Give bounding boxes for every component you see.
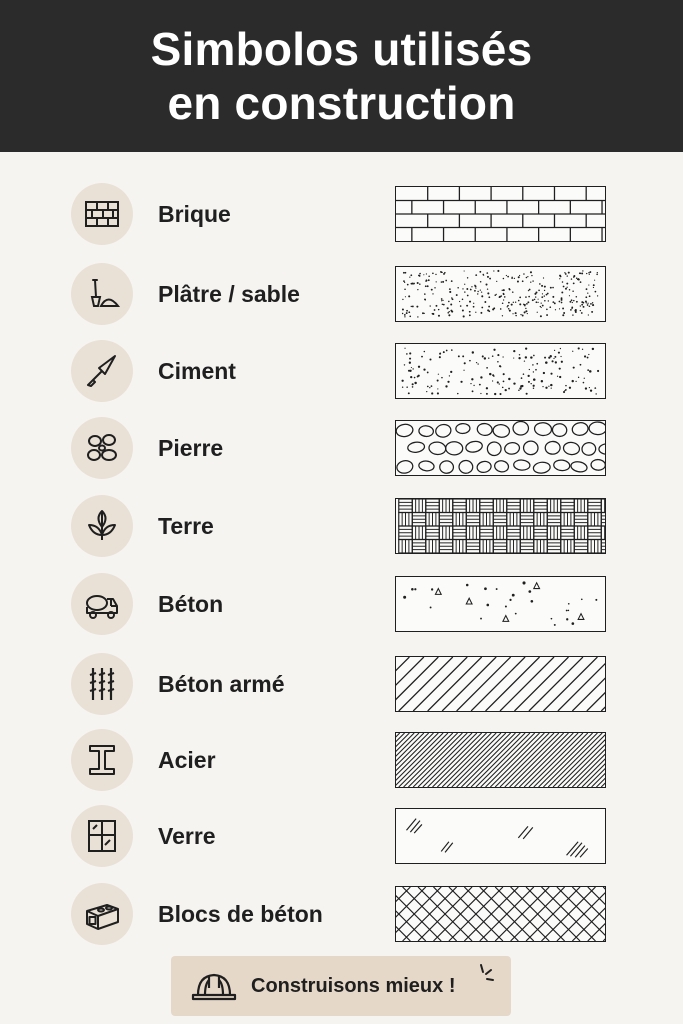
i-beam-icon bbox=[71, 729, 133, 791]
steel-pattern-swatch bbox=[395, 732, 606, 788]
material-label: Terre bbox=[158, 513, 214, 539]
material-label: Pierre bbox=[158, 435, 224, 461]
reinforced-concrete-pattern-swatch bbox=[395, 656, 606, 712]
concrete-block-pattern-swatch bbox=[395, 886, 606, 942]
material-row-ciment bbox=[0, 340, 683, 402]
concrete-mixer-icon bbox=[71, 573, 133, 635]
sparkle-icon bbox=[471, 962, 501, 990]
earth-pattern-swatch bbox=[395, 498, 606, 554]
material-label: Ciment bbox=[158, 358, 236, 384]
hard-hat-icon bbox=[189, 964, 239, 1008]
footer-banner bbox=[171, 956, 511, 1016]
rebar-icon bbox=[71, 653, 133, 715]
material-label: Blocs de béton bbox=[158, 901, 323, 927]
window-icon bbox=[71, 805, 133, 867]
material-label: Brique bbox=[158, 201, 231, 227]
material-row-blocs-de-beton bbox=[0, 883, 683, 945]
material-row-pierre bbox=[0, 417, 683, 479]
material-row-platre-sable bbox=[0, 263, 683, 325]
material-row-acier bbox=[0, 729, 683, 791]
stone-pattern-swatch bbox=[395, 420, 606, 476]
page-title-line-2: en construction bbox=[167, 77, 516, 129]
material-label: Béton bbox=[158, 591, 224, 617]
trowel-icon bbox=[71, 340, 133, 402]
stones-icon bbox=[71, 417, 133, 479]
material-label: Béton armé bbox=[158, 671, 285, 697]
footer-text: Construisons mieux ! bbox=[251, 975, 456, 997]
material-row-beton-arme bbox=[0, 653, 683, 715]
material-label: Verre bbox=[158, 823, 216, 849]
concrete-block-icon bbox=[71, 883, 133, 945]
concrete-pattern-swatch bbox=[395, 576, 606, 632]
material-row-verre bbox=[0, 805, 683, 867]
glass-pattern-swatch bbox=[395, 808, 606, 864]
material-label: Plâtre / sable bbox=[158, 281, 300, 307]
material-label: Acier bbox=[158, 747, 216, 773]
cement-pattern-swatch bbox=[395, 343, 606, 399]
material-row-beton bbox=[0, 573, 683, 635]
shovel-icon bbox=[71, 263, 133, 325]
leaf-icon bbox=[71, 495, 133, 557]
page-title-line-1: Simbolos utilisés bbox=[150, 23, 533, 75]
material-row-brique bbox=[0, 183, 683, 245]
brick-pattern-swatch bbox=[395, 186, 606, 242]
brick-icon bbox=[71, 183, 133, 245]
page-header bbox=[0, 0, 683, 152]
plaster-sand-pattern-swatch bbox=[395, 266, 606, 322]
material-row-terre bbox=[0, 495, 683, 557]
